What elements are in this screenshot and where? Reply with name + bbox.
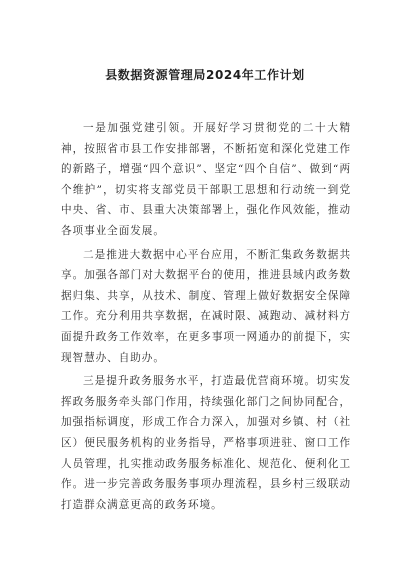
document-body [61,118,351,518]
paragraph-big-data-platform: 二是推进大数据中心平台应用，不断汇集政务数据共享。加强各部门对大数据平台的使用，推进县域内政务数据归集、共享，从技术、制度、管理上做好数据安全保障工作。充分利用共享数据，在减时限、减跑动、减材料方面提升政务工作效率，在更多事项一网通办的前提下，实现智慧办、自助办。 [61,248,351,364]
paragraph-party-building: 一是加强党建引领。开展好学习贯彻党的二十大精神，按照省市县工作安排部署，不断拓宽和深化党建工作的新路子，增强“四个意识”、坚定“四个自信”、做到“两个维护”，切实将支部党员干部职工思想和行动统一到党中央、省、市、县重大决策部署上，强化作风效能，推动各项事业全面发展。 [61,122,351,237]
document-title: 县数据资源管理局2024年工作计划 [105,68,305,82]
paragraph-government-services: 三是提升政务服务水平，打造最优营商环境。切实发挥政务服务牵头部门作用，持续强化部门之间协同配合，加强指标调度，形成工作合力深入，加强对乡镇、村（社区）便民服务机构的业务指导，严格事项进驻、窗口工作人员管理，扎实推动政务服务标准化、规范化、便利化工作。进一步完善政务服务事项办理流程，县乡村三级联动打造群众满意更高的政务环境。 [61,375,351,511]
